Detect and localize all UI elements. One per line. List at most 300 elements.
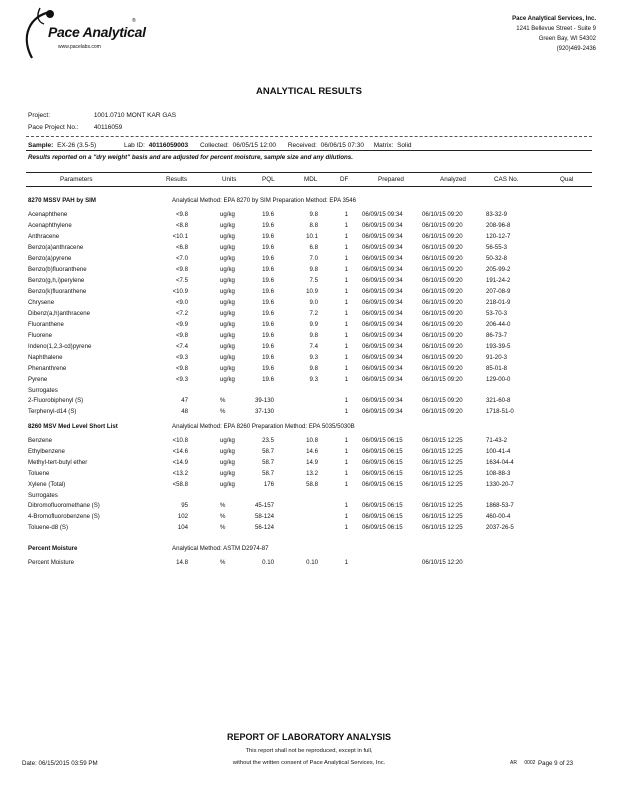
table-row (0, 480, 618, 489)
df: 1 (344, 437, 348, 444)
result: 104 (177, 524, 188, 531)
logo-trademark: ® (132, 18, 136, 24)
collected-label: Collected: (199, 142, 229, 149)
prepared: 06/09/15 09:34 (362, 222, 403, 229)
units: ug/kg (220, 310, 235, 317)
result: 102 (177, 513, 188, 520)
company-phone: (920)469-2436 (556, 46, 596, 52)
footer-disclaimer-2: without the written consent of Pace Analytical Services, Inc. (232, 760, 386, 766)
column-header: Units (222, 176, 237, 183)
result: <9.8 (175, 266, 188, 273)
units: ug/kg (220, 437, 235, 444)
result: <10.9 (172, 288, 188, 295)
pql: 58.7 (262, 459, 274, 466)
cas-no: 83-32-9 (486, 211, 508, 218)
df: 1 (344, 233, 348, 240)
param-name: Fluoranthene (28, 321, 64, 328)
cas-no: 108-88-3 (486, 470, 511, 477)
page-number: Page 9 of 23 (538, 760, 574, 767)
result: <6.8 (175, 244, 188, 251)
units: % (220, 408, 226, 415)
param-name: Xylene (Total) (28, 481, 66, 488)
analyzed: 06/10/15 12:25 (422, 459, 463, 466)
result: <9.3 (175, 376, 188, 383)
logo-url: www.pacelabs.com (58, 44, 101, 50)
cas-no: 218-01-9 (486, 299, 511, 306)
result: <14.9 (172, 459, 188, 466)
result: <9.3 (175, 354, 188, 361)
pql: 58.7 (262, 470, 274, 477)
param-name: Dibenz(a,h)anthracene (28, 310, 90, 317)
units: ug/kg (220, 481, 235, 488)
analyzed: 06/10/15 12:25 (422, 524, 463, 531)
mdl: 6.8 (309, 244, 318, 251)
units: % (220, 524, 226, 531)
table-row (0, 436, 618, 445)
param-name: Chrysene (28, 299, 55, 306)
table-row (0, 501, 618, 510)
table-row (0, 512, 618, 521)
cas-no: 56-55-3 (486, 244, 508, 251)
df: 1 (344, 222, 348, 229)
analyzed: 06/10/15 09:20 (422, 222, 463, 229)
analyzed: 06/10/15 12:25 (422, 502, 463, 509)
cas-no: 2037-26-5 (486, 524, 514, 531)
mdl: 14.9 (306, 459, 318, 466)
df: 1 (344, 365, 348, 372)
cas-no: 1330-20-7 (486, 481, 514, 488)
table-row (0, 309, 618, 318)
divider (26, 150, 592, 151)
result: <8.8 (175, 222, 188, 229)
units: ug/kg (220, 470, 235, 477)
df: 1 (344, 343, 348, 350)
table-row (0, 523, 618, 532)
param-name: Toluene (28, 470, 50, 477)
units: ug/kg (220, 288, 235, 295)
project-line (28, 112, 176, 119)
mdl: 9.3 (309, 354, 318, 361)
pql: 58.7 (262, 448, 274, 455)
mdl: 0.10 (306, 559, 318, 566)
cas-no: 86-73-7 (486, 332, 508, 339)
units: ug/kg (220, 277, 235, 284)
analyzed: 06/10/15 09:20 (422, 288, 463, 295)
page-title: ANALYTICAL RESULTS (256, 86, 362, 97)
pql: 39-130 (255, 397, 274, 404)
matrix-label: Matrix: (373, 142, 394, 149)
pql: 19.6 (262, 321, 274, 328)
mdl: 9.3 (309, 376, 318, 383)
sample-label: Sample: (28, 142, 54, 149)
column-header: PQL (262, 176, 275, 183)
units: ug/kg (220, 211, 235, 218)
prepared: 06/09/15 09:34 (362, 408, 403, 415)
company-address (512, 14, 596, 54)
prepared: 06/09/15 09:34 (362, 299, 403, 306)
pql: 19.6 (262, 277, 274, 284)
table-row (0, 353, 618, 362)
cas-no: 85-01-8 (486, 365, 508, 372)
cas-no: 207-08-9 (486, 288, 511, 295)
cas-no: 1718-51-0 (486, 408, 514, 415)
table-row (0, 232, 618, 241)
units: ug/kg (220, 343, 235, 350)
prepared: 06/09/15 06:15 (362, 481, 403, 488)
result: 48 (181, 408, 188, 415)
analyzed: 06/10/15 12:25 (422, 448, 463, 455)
result: <10.8 (172, 437, 188, 444)
mdl: 7.4 (309, 343, 318, 350)
collected-value: 06/05/15 12:00 (232, 142, 277, 149)
table-row (0, 469, 618, 478)
units: ug/kg (220, 365, 235, 372)
prepared: 06/09/15 09:34 (362, 310, 403, 317)
pql: 19.6 (262, 310, 274, 317)
mdl: 10.1 (306, 233, 318, 240)
prepared: 06/09/15 09:34 (362, 343, 403, 350)
analyzed: 06/10/15 12:25 (422, 470, 463, 477)
units: ug/kg (220, 332, 235, 339)
mdl: 10.8 (306, 437, 318, 444)
pace-logo (10, 6, 170, 62)
units: ug/kg (220, 244, 235, 251)
column-header: Analyzed (440, 176, 466, 183)
initials (510, 760, 535, 766)
prepared: 06/09/15 09:34 (362, 277, 403, 284)
column-header: DF (340, 176, 349, 183)
analyzed: 06/10/15 12:25 (422, 513, 463, 520)
table-row (0, 298, 618, 307)
df: 1 (344, 310, 348, 317)
cas-no: 53-70-3 (486, 310, 508, 317)
table-row (0, 558, 618, 567)
received-value: 06/06/15 07:30 (320, 142, 364, 149)
prepared: 06/09/15 09:34 (362, 244, 403, 251)
units: ug/kg (220, 266, 235, 273)
result: <58.8 (172, 481, 188, 488)
param-name: Benzo(g,h,i)perylene (28, 277, 85, 284)
prepared: 06/09/15 09:34 (362, 266, 403, 273)
df: 1 (344, 524, 348, 531)
pace-project-label: Pace Project No.: (28, 124, 79, 131)
units: % (220, 502, 226, 509)
pql: 58-124 (255, 513, 274, 520)
section-header (0, 196, 618, 205)
pql: 19.6 (262, 299, 274, 306)
analyzed: 06/10/15 09:20 (422, 299, 463, 306)
table-row (0, 254, 618, 263)
result: <7.0 (175, 255, 188, 262)
section-header (0, 422, 618, 431)
project-label: Project: (28, 112, 51, 119)
pql: 19.6 (262, 266, 274, 273)
result: <13.2 (172, 470, 188, 477)
df: 1 (344, 448, 348, 455)
units: ug/kg (220, 321, 235, 328)
cas-no: 460-00-4 (486, 513, 511, 520)
param-name: Anthracene (28, 233, 60, 240)
prepared: 06/09/15 06:15 (362, 502, 403, 509)
analyzed: 06/10/15 09:20 (422, 376, 463, 383)
units: ug/kg (220, 299, 235, 306)
param-name: Benzene (28, 437, 53, 444)
df: 1 (344, 376, 348, 383)
column-header: Qual (560, 176, 574, 183)
analyzed: 06/10/15 09:20 (422, 244, 463, 251)
pql: 23.5 (262, 437, 274, 444)
table-row (0, 364, 618, 373)
cas-no: 205-99-2 (486, 266, 511, 273)
table-row (0, 265, 618, 274)
mdl: 9.8 (309, 211, 318, 218)
pql: 19.6 (262, 343, 274, 350)
param-name: Benzo(a)pyrene (28, 255, 72, 262)
result: <9.9 (175, 321, 188, 328)
cas-no: 129-00-0 (486, 376, 511, 383)
result: 14.8 (176, 559, 188, 566)
units: ug/kg (220, 233, 235, 240)
df: 1 (344, 244, 348, 251)
sample-value: EX-26 (3.5-5) (57, 142, 97, 149)
sample-info (28, 142, 594, 149)
mdl: 7.5 (309, 277, 318, 284)
cas-no: 193-39-5 (486, 343, 511, 350)
divider (26, 186, 592, 187)
prepared: 06/09/15 09:34 (362, 233, 403, 240)
divider (26, 172, 592, 173)
param-name: Benzo(b)fluoranthene (28, 266, 87, 273)
pql: 19.6 (262, 233, 274, 240)
pace-project-line (28, 124, 122, 131)
pql: 19.6 (262, 211, 274, 218)
pql: 19.6 (262, 255, 274, 262)
cas-no: 71-43-2 (486, 437, 508, 444)
param-name: 2-Fluorobiphenyl (S) (28, 397, 84, 404)
table-header (0, 176, 618, 186)
table-row (0, 458, 618, 467)
labid-value: 40116059003 (148, 142, 189, 149)
units: ug/kg (220, 448, 235, 455)
analyzed: 06/10/15 12:25 (422, 481, 463, 488)
surrogates-label: Surrogates (28, 387, 58, 394)
pql: 19.6 (262, 332, 274, 339)
column-header: Prepared (378, 176, 404, 183)
cas-no: 1634-04-4 (486, 459, 514, 466)
table-row (0, 221, 618, 230)
section-name: 8270 MSSV PAH by SIM (28, 197, 96, 204)
analyzed: 06/10/15 09:20 (422, 354, 463, 361)
dry-weight-note: Results reported on a "dry weight" basis and are adjusted for percent moisture, sample size and any dilutions. (28, 154, 353, 161)
prepared: 06/09/15 09:34 (362, 321, 403, 328)
analyzed: 06/10/15 09:20 (422, 332, 463, 339)
column-header: CAS No. (494, 176, 519, 183)
initials-text: AR (510, 760, 517, 766)
prepared: 06/09/15 06:15 (362, 470, 403, 477)
mdl: 9.8 (309, 266, 318, 273)
analyzed: 06/10/15 09:20 (422, 266, 463, 273)
cas-no: 91-20-3 (486, 354, 508, 361)
df: 1 (344, 470, 348, 477)
param-name: Toluene-d8 (S) (28, 524, 68, 531)
param-name: 4-Bromofluorobenzene (S) (28, 513, 100, 520)
prepared: 06/09/15 06:15 (362, 513, 403, 520)
footer-disclaimer-1: This report shall not be reproduced, except in full, (245, 748, 373, 754)
result: <9.8 (175, 365, 188, 372)
column-header: Results (166, 176, 187, 183)
company-name: Pace Analytical Services, Inc. (512, 16, 596, 22)
units: % (220, 513, 226, 520)
section-name: 8260 MSV Med Level Short List (28, 423, 118, 430)
analyzed: 06/10/15 09:20 (422, 277, 463, 284)
cas-no: 50-32-8 (486, 255, 508, 262)
units: % (220, 397, 226, 404)
table-row (0, 407, 618, 416)
table-row (0, 287, 618, 296)
table-row (0, 375, 618, 384)
df: 1 (344, 321, 348, 328)
cas-no: 1868-53-7 (486, 502, 514, 509)
df: 1 (344, 255, 348, 262)
mdl: 9.9 (309, 321, 318, 328)
analyzed: 06/10/15 09:20 (422, 365, 463, 372)
section-name: Percent Moisture (28, 545, 78, 552)
prepared: 06/09/15 09:34 (362, 332, 403, 339)
mdl: 9.8 (309, 365, 318, 372)
received-label: Received: (287, 142, 317, 149)
df: 1 (344, 481, 348, 488)
param-name: Percent Moisture (28, 559, 75, 566)
result: <9.8 (175, 332, 188, 339)
result: <7.2 (175, 310, 188, 317)
df: 1 (344, 502, 348, 509)
param-name: Benzo(a)anthracene (28, 244, 84, 251)
param-name: Naphthalene (28, 354, 63, 361)
mdl: 9.0 (309, 299, 318, 306)
prepared: 06/09/15 06:15 (362, 459, 403, 466)
company-street: 1241 Bellevue Street - Suite 9 (516, 26, 596, 32)
pql: 176 (263, 481, 274, 488)
param-name: Dibromofluoromethane (S) (28, 502, 100, 509)
result: <9.0 (175, 299, 188, 306)
prepared: 06/09/15 09:34 (362, 288, 403, 295)
result: 47 (181, 397, 188, 404)
units: ug/kg (220, 255, 235, 262)
table-row (0, 210, 618, 219)
table-row (0, 396, 618, 405)
df: 1 (344, 299, 348, 306)
report-date: Date: 06/15/2015 03:59 PM (22, 760, 98, 767)
prepared: 06/09/15 06:15 (362, 448, 403, 455)
df: 1 (344, 559, 348, 566)
df: 1 (344, 288, 348, 295)
mdl: 8.8 (309, 222, 318, 229)
prepared: 06/09/15 06:15 (362, 437, 403, 444)
analyzed: 06/10/15 12:20 (422, 559, 463, 566)
param-name: Pyrene (28, 376, 48, 383)
prepared: 06/09/15 09:34 (362, 376, 403, 383)
prepared: 06/09/15 09:34 (362, 365, 403, 372)
section-method: Analytical Method: EPA 8260 Preparation Method: EPA 5035/5030B (172, 423, 355, 430)
pql: 37-130 (255, 408, 274, 415)
df: 1 (344, 354, 348, 361)
table-row (0, 243, 618, 252)
table-row (0, 342, 618, 351)
result: <14.6 (172, 448, 188, 455)
param-name: Methyl-tert-butyl ether (28, 459, 88, 466)
labid-label: Lab ID: (123, 142, 145, 149)
cas-no: 120-12-7 (486, 233, 511, 240)
analyzed: 06/10/15 09:20 (422, 211, 463, 218)
df: 1 (344, 459, 348, 466)
table-row (0, 331, 618, 340)
df: 1 (344, 408, 348, 415)
result: <7.5 (175, 277, 188, 284)
mdl: 10.9 (306, 288, 318, 295)
logo-text: Pace Analytical (48, 24, 146, 40)
df: 1 (344, 513, 348, 520)
analyzed: 06/10/15 09:20 (422, 233, 463, 240)
table-row (0, 276, 618, 285)
pql: 19.6 (262, 376, 274, 383)
result: <7.4 (175, 343, 188, 350)
pql: 19.6 (262, 244, 274, 251)
mdl: 58.8 (306, 481, 318, 488)
analyzed: 06/10/15 09:20 (422, 397, 463, 404)
footer-title: REPORT OF LABORATORY ANALYSIS (226, 732, 392, 742)
df: 1 (344, 211, 348, 218)
surrogates-label: Surrogates (28, 492, 58, 499)
result: 95 (181, 502, 188, 509)
mdl: 7.0 (309, 255, 318, 262)
cas-no: 208-96-8 (486, 222, 511, 229)
units: ug/kg (220, 354, 235, 361)
param-name: Benzo(k)fluoranthene (28, 288, 87, 295)
result: <10.1 (172, 233, 188, 240)
pql: 45-157 (255, 502, 274, 509)
mdl: 13.2 (306, 470, 318, 477)
matrix-value: Solid (397, 142, 412, 149)
analyzed: 06/10/15 12:25 (422, 437, 463, 444)
table-row (0, 320, 618, 329)
units: % (220, 559, 226, 566)
df: 1 (344, 266, 348, 273)
analyzed: 06/10/15 09:20 (422, 255, 463, 262)
analyzed: 06/10/15 09:20 (422, 310, 463, 317)
divider (26, 136, 592, 137)
cas-no: 100-41-4 (486, 448, 511, 455)
param-name: Fluorene (28, 332, 53, 339)
analyzed: 06/10/15 09:20 (422, 321, 463, 328)
cas-no: 321-60-8 (486, 397, 511, 404)
pql: 56-124 (255, 524, 274, 531)
pql: 19.6 (262, 288, 274, 295)
prepared: 06/09/15 09:34 (362, 211, 403, 218)
units: ug/kg (220, 376, 235, 383)
units: ug/kg (220, 222, 235, 229)
param-name: Acenaphthylene (28, 222, 72, 229)
column-header: Parameters (60, 176, 93, 183)
param-name: Ethylbenzene (28, 448, 65, 455)
param-name: Indeno(1,2,3-cd)pyrene (28, 343, 92, 350)
initials-code: 0002 (524, 760, 536, 766)
project-value: 1001.0710 MONT KAR GAS (93, 112, 177, 119)
cas-no: 191-24-2 (486, 277, 511, 284)
analyzed: 06/10/15 09:20 (422, 408, 463, 415)
pql: 19.6 (262, 354, 274, 361)
analyzed: 06/10/15 09:20 (422, 343, 463, 350)
param-name: Phenanthrene (28, 365, 67, 372)
